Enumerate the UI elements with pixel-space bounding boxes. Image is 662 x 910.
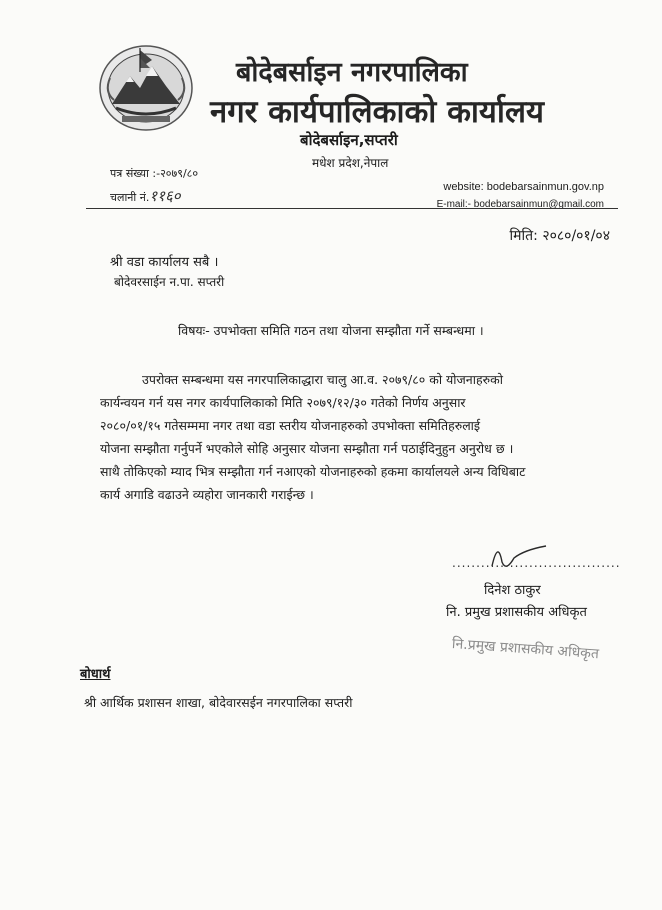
dispatch-number-value: ११६०	[149, 187, 181, 205]
signatory-title: नि. प्रमुख प्रशासकीय अधिकृत	[446, 605, 587, 620]
letter-subject: विषयः- उपभोक्ता समिति गठन तथा योजना सम्झौता गर्ने सम्बन्धमा ।	[178, 323, 484, 338]
email-text: E-mail:- bodebarsainmun@gmail.com	[436, 199, 604, 210]
header-divider	[86, 208, 618, 209]
body-line-5: साथै तोकिएको म्याद भित्र सम्झौता गर्न नआएको योजनाहरुको हकमा कार्यालयले अन्य विधिबाट	[100, 464, 526, 479]
body-line-2: कार्यन्वयन गर्न यस नगर कार्यपालिकाको मिति २०७९/१२/३० गतेको निर्णय अनुसार	[100, 395, 466, 410]
body-line-4: योजना सम्झौता गर्नुपर्ने भएकोले सोहि अनुसार योजना सम्झौता गर्न पठाईदिनुहुन अनुरोध छ ।	[100, 441, 514, 456]
cc-heading: बोधार्थ	[80, 667, 111, 682]
nepal-government-emblem	[96, 42, 196, 132]
body-line-3: २०८०/०१/१५ गतेसम्ममा नगर तथा वडा स्तरीय योजनाहरुको उपभोक्ता समितिहरुलाई	[100, 418, 481, 433]
body-line-1: उपरोक्त सम्बन्धमा यस नगरपालिकाद्धारा चालु आ.व. २०७९/८० को योजनाहरुको	[142, 372, 503, 387]
signatory-name: दिनेश ठाकुर	[484, 583, 541, 598]
office-name: नगर कार्यपालिकाको कार्यालय	[210, 94, 544, 130]
signature-line: ...................................	[452, 556, 621, 570]
letter-reference-number: पत्र संख्या :-२०७९/८०	[110, 167, 199, 180]
recipient-line-2: बोदेवरसाईन न.पा. सप्तरी	[114, 275, 225, 289]
cc-recipient: श्री आर्थिक प्रशासन शाखा, बोदेवारसईन नगरपालिका सप्तरी	[84, 695, 353, 710]
recipient-line-1: श्री वडा कार्यालय सबै ।	[110, 255, 219, 270]
office-address: बोदेबर्साइन,सप्तरी	[300, 131, 398, 149]
dispatch-number	[110, 186, 181, 206]
website-text: website: bodebarsainmun.gov.np	[443, 181, 604, 193]
dispatch-number-label: चलानी नं.	[110, 191, 150, 204]
body-line-6: कार्य अगाडि वढाउने व्यहोरा जानकारी गराईन्छ ।	[100, 487, 314, 502]
municipality-name: बोदेबर्साइन नगरपालिका	[236, 57, 468, 88]
official-stamp: नि.प्रमुख प्रशासकीय अधिकृत	[451, 636, 600, 663]
province-line: मधेश प्रदेश,नेपाल	[312, 156, 389, 170]
letter-date: मिति: २०८०/०१/०४	[509, 228, 610, 244]
